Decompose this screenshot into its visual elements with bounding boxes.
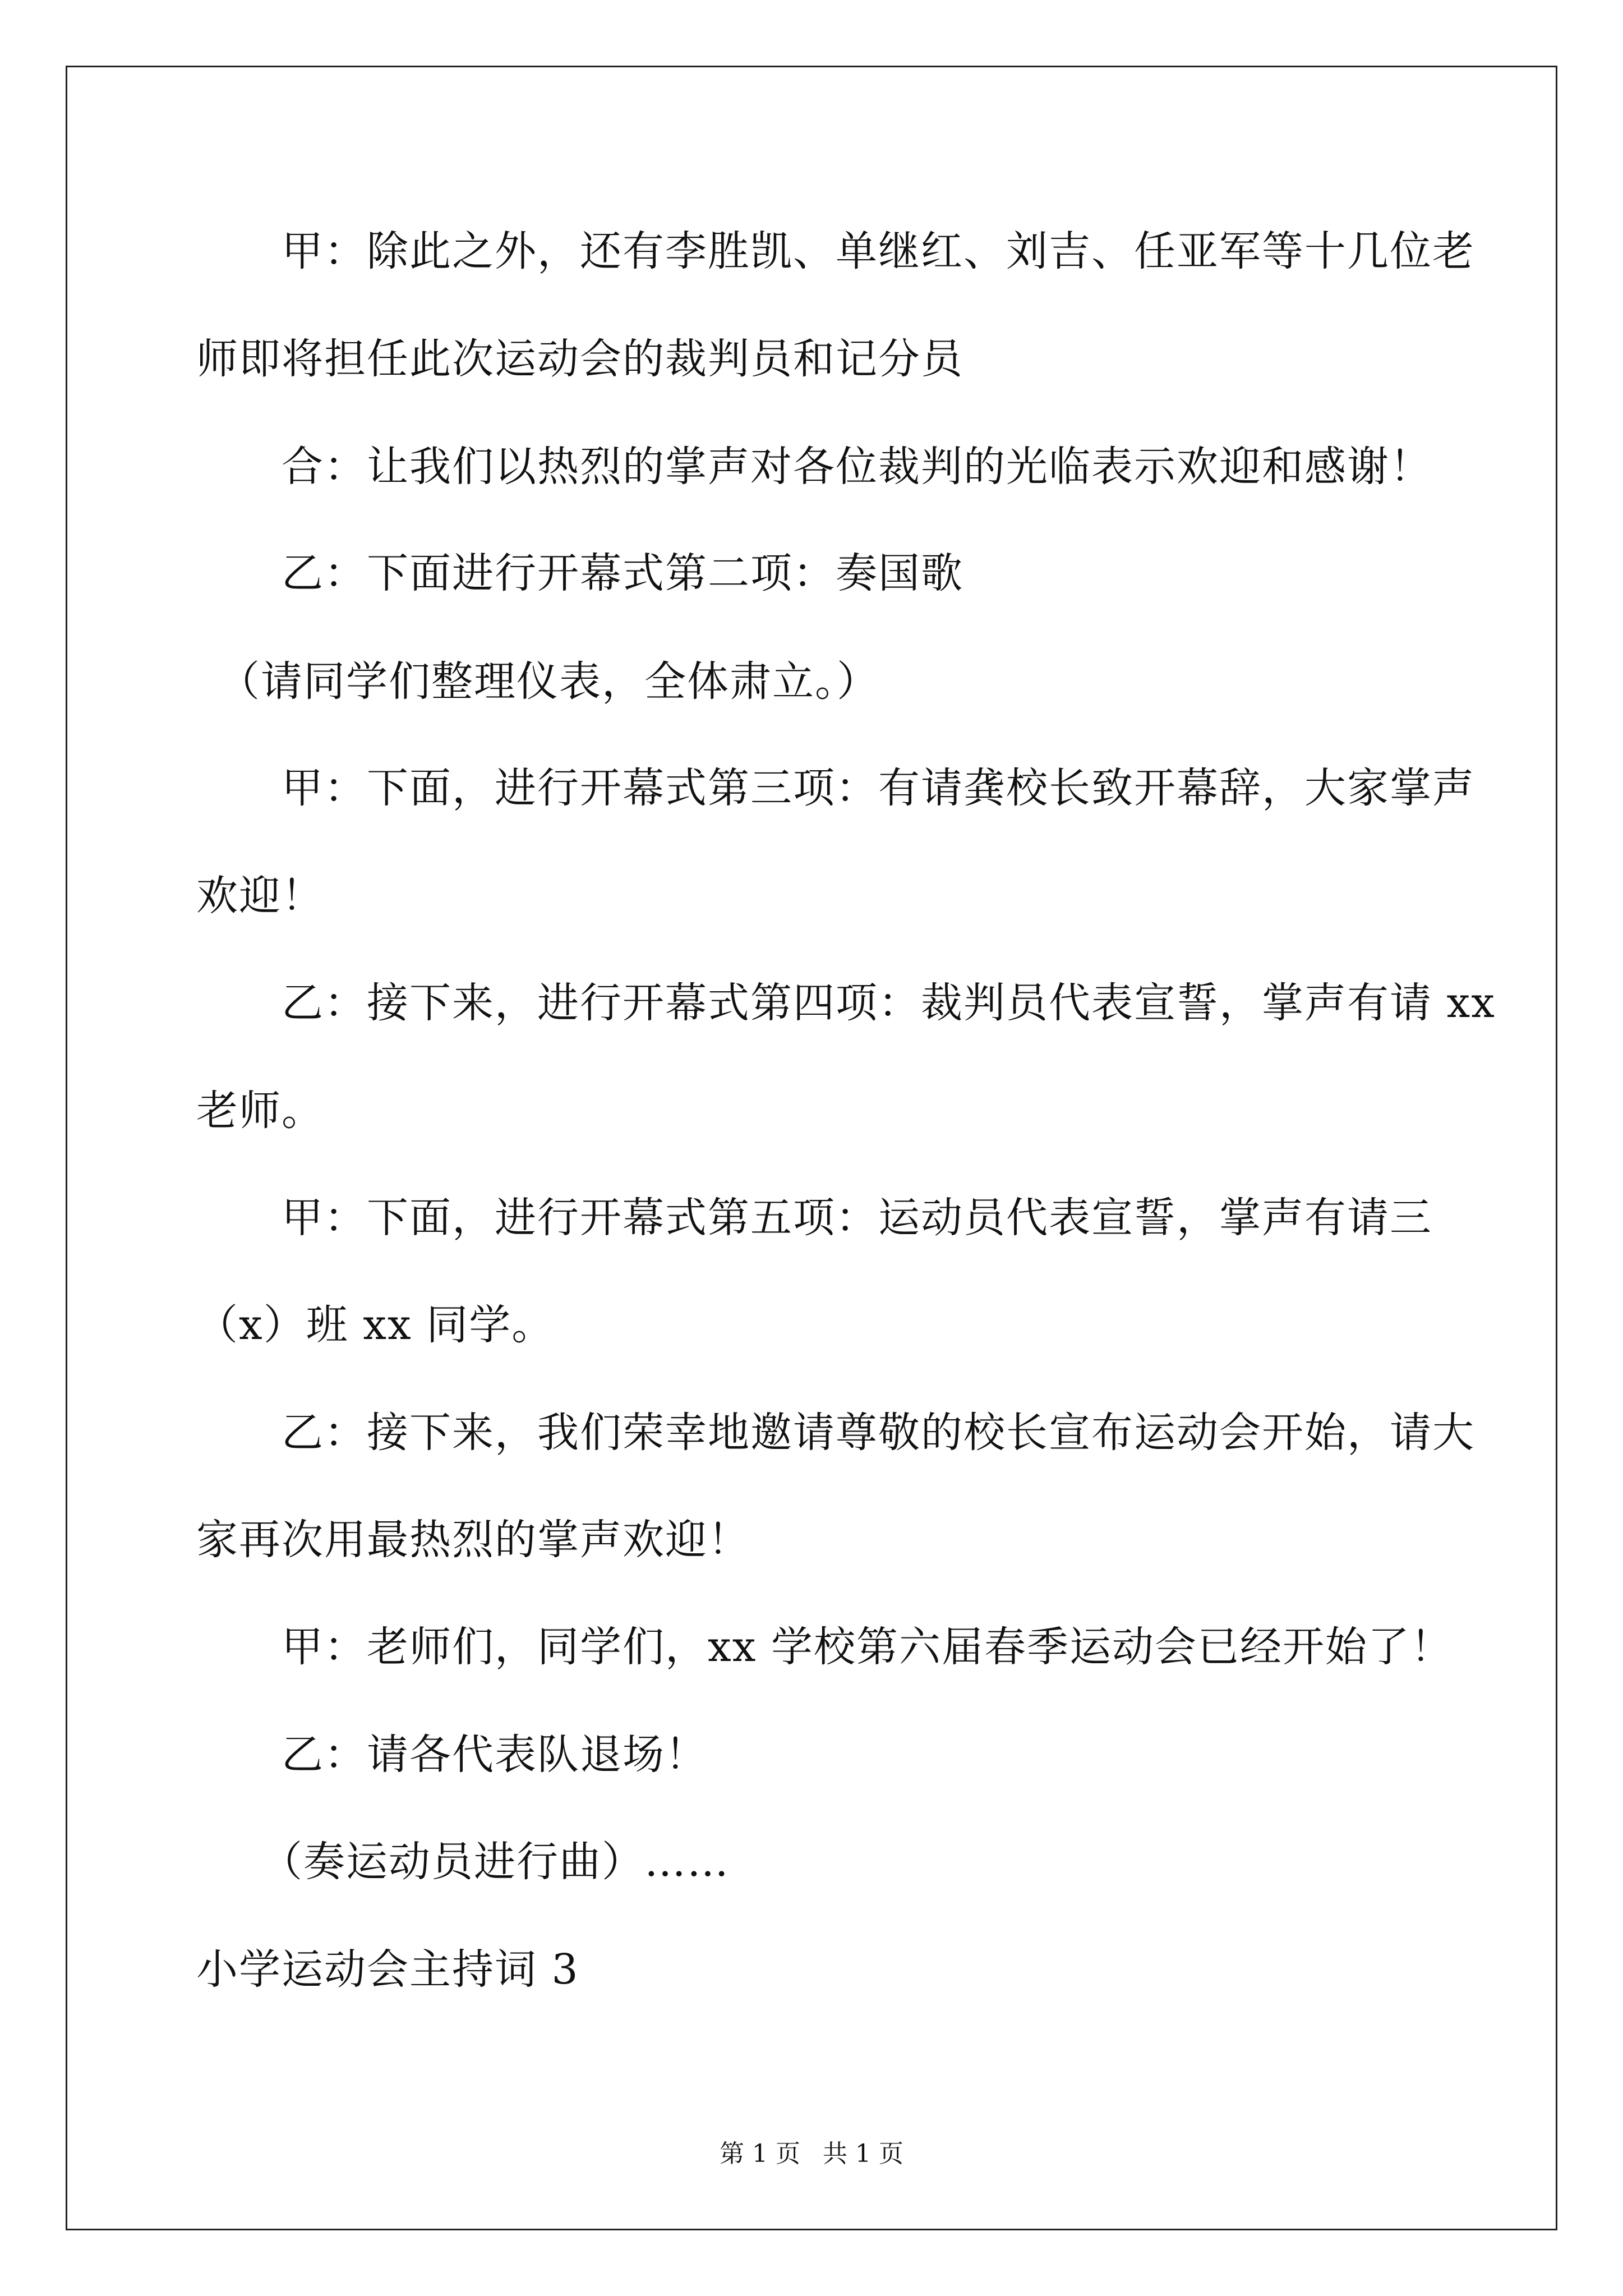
page-footer <box>0 2139 1623 2168</box>
text-line: 欢迎！ <box>196 872 324 920</box>
text-line: 甲：下面，进行开幕式第五项：运动员代表宣誓，掌声有请三 <box>196 1194 1432 1242</box>
text-line: 甲：除此之外，还有李胜凯、单继红、刘吉、任亚军等十几位老 <box>196 227 1475 275</box>
text-line: 甲：下面，进行开幕式第三项：有请龚校长致开幕辞，大家掌声 <box>196 764 1475 812</box>
text-line: （x）班 xx 同学。 <box>196 1301 555 1349</box>
page-number: 第 1 页 <box>720 2139 800 2168</box>
text-line: 老师。 <box>196 1087 324 1135</box>
section-heading: 小学运动会主持词 3 <box>196 1945 579 1994</box>
page-total: 共 1 页 <box>823 2139 903 2168</box>
text-line: 合：让我们以热烈的掌声对各位裁判的光临表示欢迎和感谢！ <box>196 443 1432 491</box>
text-line: 乙：下面进行开幕式第二项：奏国歌 <box>196 549 963 597</box>
text-line: 师即将担任此次运动会的裁判员和记分员 <box>196 335 963 383</box>
text-line: （请同学们整理仪表，全体肃立。） <box>196 657 879 706</box>
text-line: 乙：接下来，我们荣幸地邀请尊敬的校长宣布运动会开始，请大 <box>196 1409 1475 1457</box>
text-line: 甲：老师们，同学们，xx 学校第六届春季运动会已经开始了！ <box>196 1623 1453 1671</box>
text-line: 乙：请各代表队退场！ <box>196 1731 708 1779</box>
text-line: 乙：接下来，进行开幕式第四项：裁判员代表宣誓，掌声有请 xx <box>196 979 1496 1027</box>
text-line: 家再次用最热烈的掌声欢迎！ <box>196 1516 750 1564</box>
page-border <box>66 66 1557 2230</box>
text-line: （奏运动员进行曲）…… <box>196 1838 730 1886</box>
